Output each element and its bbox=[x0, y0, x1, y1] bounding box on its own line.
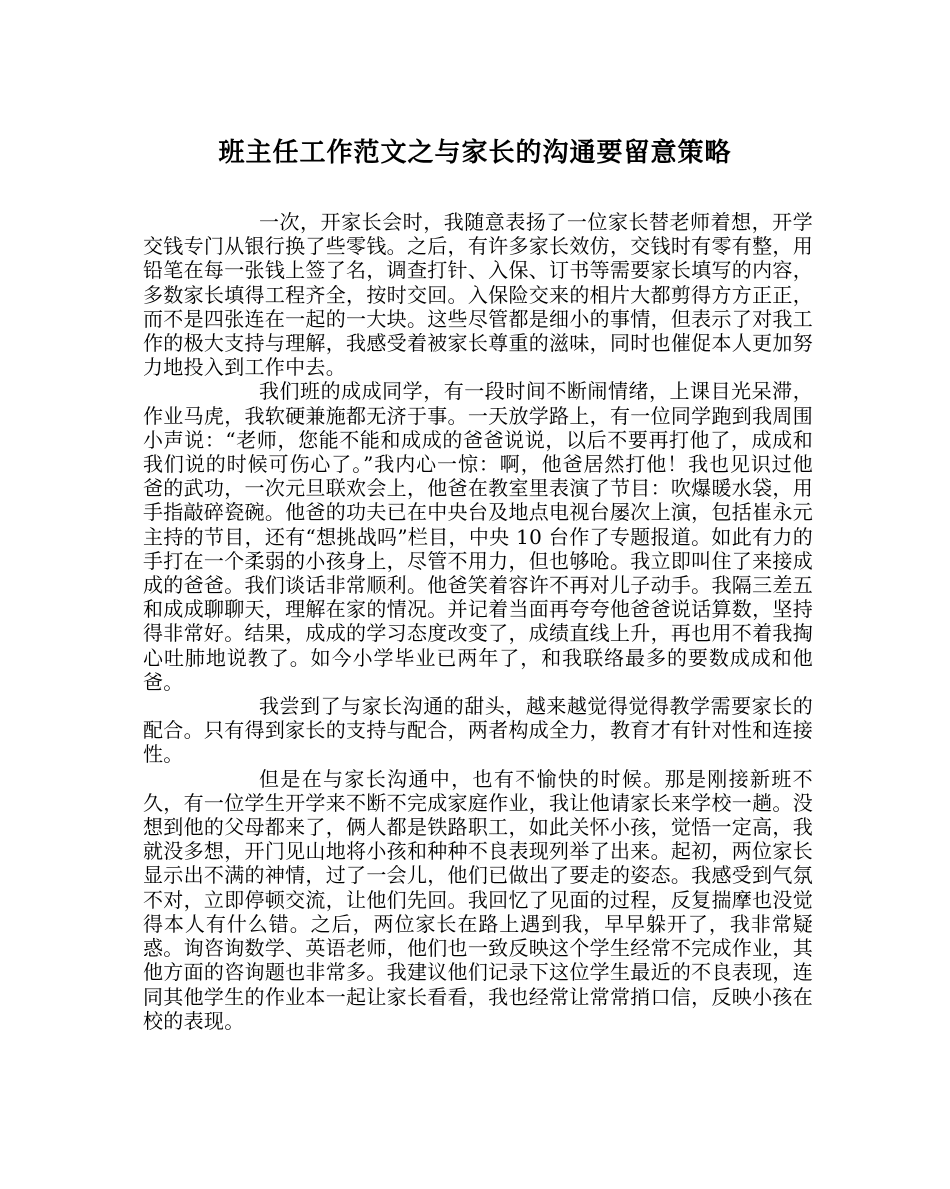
paragraph-1: 一次，开家长会时，我随意表扬了一位家长替老师着想，开学交钱专门从银行换了些零钱。之后，有许多家长效仿，交钱时有零有整，用铅笔在每一张钱上签了名，调查打针、入保、订书等需要家长填写的内容，多数家长填得工程齐全，按时交回。入保险交来的相片大都剪得方方正正，而不是四张连在一起的一大块。这些尽管都是细小的事情，但表示了对我工作的极大支持与理解，我感受着被家长尊重的滋味，同时也催促本人更加努力地投入到工作中去。 bbox=[143, 210, 813, 380]
paragraph-4: 但是在与家长沟通中，也有不愉快的时候。那是刚接新班不久，有一位学生开学来不断不完成家庭作业，我让他请家长来学校一趟。没想到他的父母都来了，俩人都是铁路职工，如此关怀小孩，觉悟一定高，我就没多想，开门见山地将小孩和种种不良表现列举了出来。起初，两位家长显示出不满的神情，过了一会儿，他们已做出了要走的姿态。我感受到气氛不对，立即停顿交流，让他们先回。我回忆了见面的过程，反复揣摩也没觉得本人有什么错。之后，两位家长在路上遇到我，早早躲开了，我非常疑惑。询咨询数学、英语老师，他们也一致反映这个学生经常不完成作业，其他方面的咨询题也非常多。我建议他们记录下这位学生最近的不良表现，连同其他学生的作业本一起让家长看看，我也经常让常常捎口信，反映小孩在校的表现。 bbox=[143, 766, 813, 1033]
document-body bbox=[143, 210, 813, 1033]
document-title: 班主任工作范文之与家长的沟通要留意策略 bbox=[218, 138, 732, 168]
paragraph-2: 我们班的成成同学，有一段时间不断闹情绪，上课目光呆滞，作业马虎，我软硬兼施都无济于事。一天放学路上，有一位同学跑到我周围小声说：“老师，您能不能和成成的爸爸说说，以后不要再打他了，成成和我们说的时候可伤心了。”我内心一惊：啊，他爸居然打他！我也见识过他爸的武功，一次元旦联欢会上，他爸在教室里表演了节目：吹爆暖水袋，用手指敲碎瓷碗。他爸的功夫已在中央台及地点电视台屡次上演，包括崔永元主持的节目，还有“想挑战吗”栏目，中央 10 台作了专题报道。如此有力的手打在一个柔弱的小孩身上，尽管不用力，但也够呛。我立即叫住了来接成成的爸爸。我们谈话非常顺利。他爸笑着容许不再对儿子动手。我隔三差五和成成聊聊天，理解在家的情况。并记着当面再夸夸他爸爸说话算数，坚持得非常好。结果，成成的学习态度改变了，成绩直线上升，再也用不着我掏心吐肺地说教了。如今小学毕业已两年了，和我联络最多的要数成成和他爸。 bbox=[143, 379, 813, 694]
paragraph-3: 我尝到了与家长沟通的甜头，越来越觉得觉得教学需要家长的配合。只有得到家长的支持与配合，两者构成全力，教育才有针对性和连接性。 bbox=[143, 694, 813, 767]
